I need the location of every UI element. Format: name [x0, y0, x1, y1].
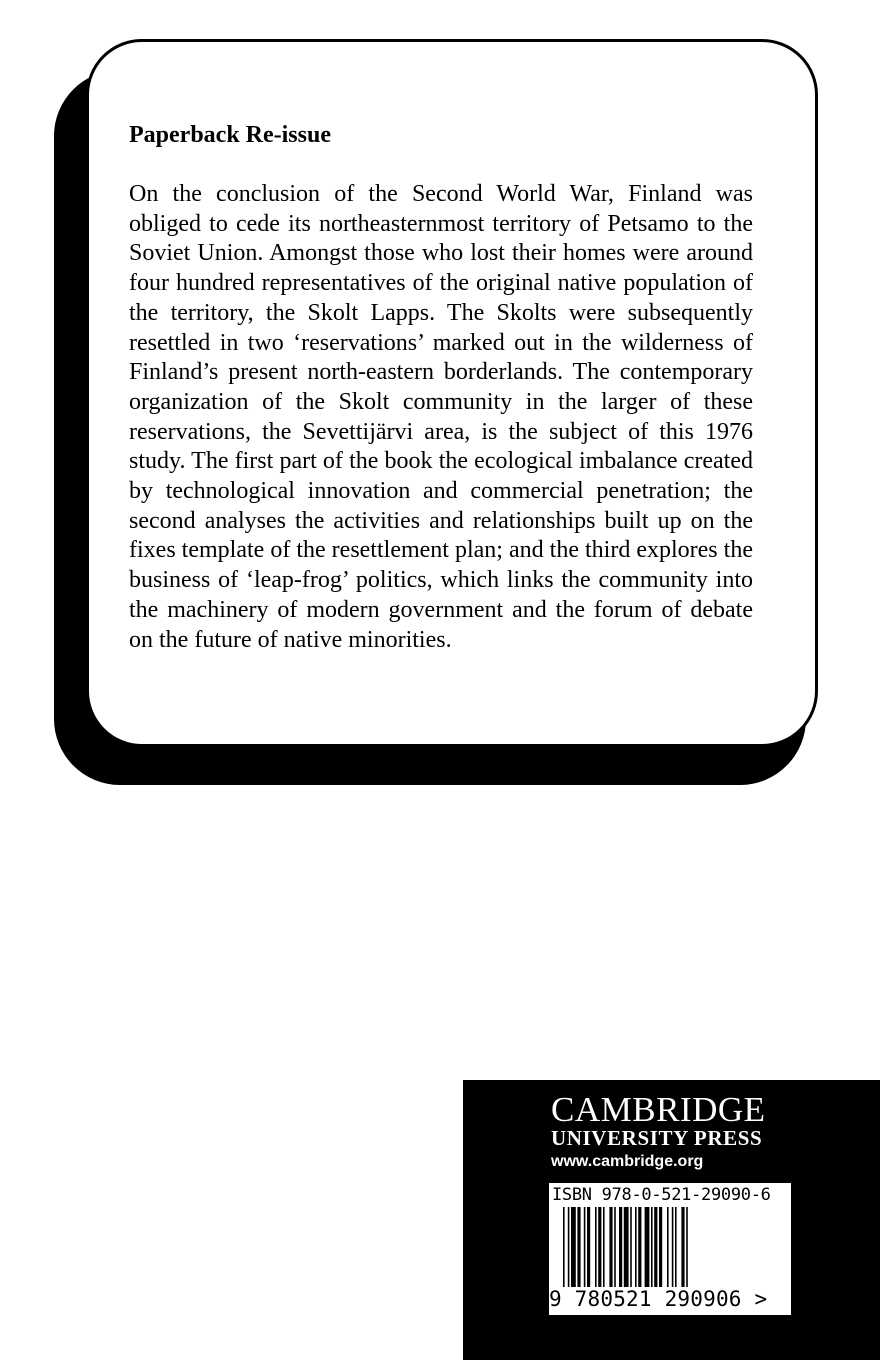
- blurb-panel: [86, 39, 818, 747]
- publisher-block: [463, 1080, 880, 1360]
- barcode-panel: [549, 1183, 791, 1315]
- blurb-text: On the conclusion of the Second World War, Finland was obliged to cede its northeasternmost territory of Petsamo to the Soviet Union. Amongst those who lost their homes were around four hundred representatives of the original native population of the territory, the Skolt Lapps. The Skolts were subsequently resettled in two ‘reservations’ marked out in the wilderness of Finland’s present north-eastern borderlands. The contemporary organization of the Skolt community in the larger of these reservations, the Sevettijärvi area, is the subject of this 1976 study. The first part of the book the ecological imbalance created by technological innovation and commercial penetration; the second analyses the activities and relationships built up on the fixes template of the resettlement plan; and the third explores the business of ‘leap-frog’ politics, which links the community into the machinery of modern government and the forum of debate on the future of native minorities.: [129, 181, 753, 653]
- publisher-url: www.cambridge.org: [551, 1153, 704, 1170]
- blurb-heading: Paperback Re-issue: [129, 122, 331, 148]
- publisher-logo: CAMBRIDGE: [551, 1090, 766, 1129]
- barcode-digits: 9 780521 290906 >: [549, 1287, 768, 1311]
- publisher-subtitle: UNIVERSITY PRESS: [551, 1126, 763, 1150]
- barcode-icon: [549, 1207, 791, 1289]
- isbn-label: ISBN 978-0-521-29090-6: [552, 1185, 771, 1205]
